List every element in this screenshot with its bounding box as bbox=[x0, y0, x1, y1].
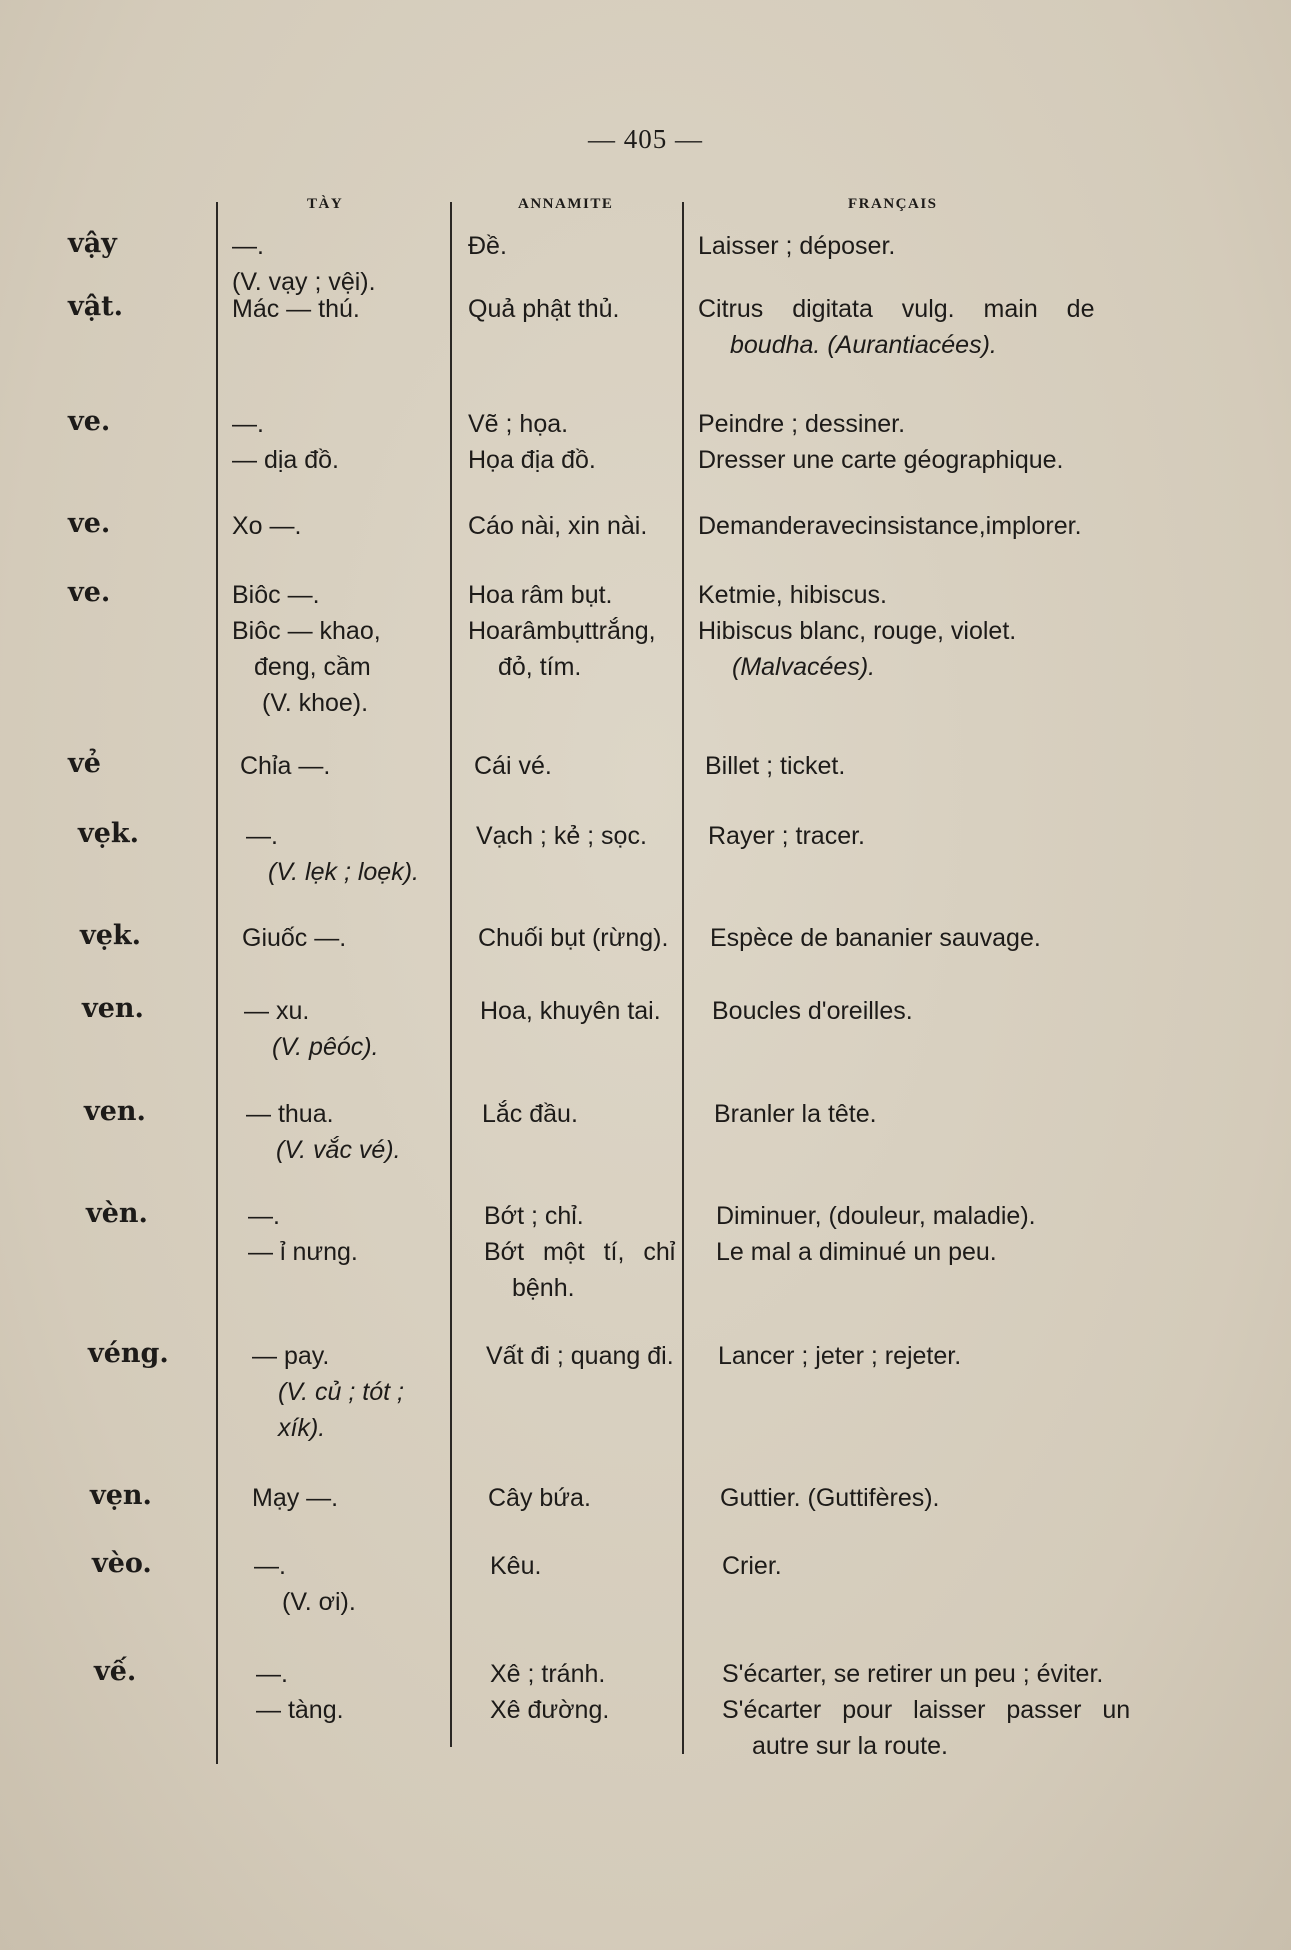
annamite-line: Vạch ; kẻ ; sọc. bbox=[476, 822, 647, 850]
entry-headword: ve. bbox=[68, 577, 111, 608]
tay-line: Mạy —. bbox=[252, 1484, 339, 1512]
annamite-line: Hoa, khuyên tai. bbox=[480, 997, 661, 1025]
annamite-line: Xê ; tránh. bbox=[490, 1660, 606, 1688]
tay-line: Giuốc —. bbox=[242, 924, 347, 952]
tay-line: — tàng. bbox=[256, 1696, 344, 1724]
page-number: — 405 — bbox=[588, 124, 703, 154]
annamite-column-text bbox=[474, 748, 552, 784]
annamite-column-text bbox=[468, 508, 647, 544]
tay-line: —. bbox=[232, 232, 264, 260]
tay-column-text bbox=[244, 993, 379, 1065]
francais-column-text bbox=[698, 291, 1094, 363]
annamite-line: bệnh. bbox=[512, 1274, 575, 1302]
entry-headword: vế. bbox=[94, 1656, 137, 1687]
tay-line: (V. vắc vé). bbox=[276, 1136, 401, 1164]
francais-line: Ketmie, hibiscus. bbox=[698, 581, 887, 609]
annamite-column-text bbox=[480, 993, 661, 1029]
francais-column-text bbox=[722, 1656, 1130, 1764]
francais-column-text bbox=[698, 508, 1082, 544]
tay-line: (V. vạy ; vệi). bbox=[232, 268, 376, 296]
tay-column-text bbox=[240, 748, 330, 784]
francais-line: Laisser ; déposer. bbox=[698, 232, 896, 260]
entry-headword: véng. bbox=[88, 1338, 169, 1369]
annamite-column-text bbox=[490, 1548, 541, 1584]
francais-line: Dresser une carte géographique. bbox=[698, 446, 1064, 474]
entry-headword: vèn. bbox=[86, 1198, 148, 1229]
francais-line: (Malvacées). bbox=[732, 653, 876, 681]
francais-column-text bbox=[698, 577, 1016, 685]
annamite-line: Quả phật thủ. bbox=[468, 295, 620, 323]
annamite-line: Cái vé. bbox=[474, 752, 552, 780]
tay-line: — thua. bbox=[246, 1100, 334, 1128]
annamite-line: Chuối bụt (rừng). bbox=[478, 924, 669, 952]
annamite-column-text bbox=[478, 920, 668, 956]
entry-headword: ve. bbox=[68, 406, 111, 437]
annamite-line: Vất đi ; quang đi. bbox=[486, 1342, 674, 1370]
entry-headword: vậy bbox=[68, 228, 117, 259]
tay-line: — pay. bbox=[252, 1342, 330, 1370]
entry-headword: vật. bbox=[68, 291, 124, 322]
francais-line: Espèce de bananier sauvage. bbox=[710, 924, 1041, 952]
tay-column-text bbox=[232, 508, 301, 544]
tay-column-text bbox=[252, 1480, 338, 1516]
francais-line: Hibiscus blanc, rouge, violet. bbox=[698, 617, 1017, 645]
annamite-line: đỏ, tím. bbox=[498, 653, 582, 681]
tay-line: (V. củ ; tót ; bbox=[278, 1378, 404, 1406]
annamite-column-text bbox=[468, 291, 620, 327]
tay-line: — dịa đồ. bbox=[232, 446, 340, 474]
francais-line: Citrus digitata vulg. main de bbox=[698, 295, 1095, 323]
tay-line: —. bbox=[246, 822, 278, 850]
tay-column-text bbox=[232, 291, 360, 327]
francais-column-text bbox=[710, 920, 1041, 956]
annamite-column-text bbox=[476, 818, 647, 854]
annamite-line: Họa địa đồ. bbox=[468, 446, 596, 474]
tay-line: đeng, cầm bbox=[254, 653, 371, 681]
tay-line: Chỉa —. bbox=[240, 752, 331, 780]
tay-line: (V. lẹk ; loẹk). bbox=[268, 858, 419, 886]
francais-column-text bbox=[714, 1096, 877, 1132]
tay-line: xík). bbox=[278, 1414, 326, 1442]
annamite-line: Hoarâmbụttrắng, bbox=[468, 617, 656, 645]
annamite-line: Kêu. bbox=[490, 1552, 542, 1580]
column-divider-right bbox=[682, 202, 684, 1754]
francais-column-text bbox=[698, 406, 1064, 478]
francais-line: Crier. bbox=[722, 1552, 782, 1580]
annamite-line: Bớt ; chỉ. bbox=[484, 1202, 584, 1230]
tay-line: Biôc —. bbox=[232, 581, 320, 609]
tay-line: Biôc — khao, bbox=[232, 617, 381, 645]
francais-column-text bbox=[718, 1338, 961, 1374]
entry-headword: vẹk. bbox=[80, 920, 141, 951]
francais-column-text bbox=[720, 1480, 940, 1516]
francais-line: Lancer ; jeter ; rejeter. bbox=[718, 1342, 962, 1370]
annamite-line: Lắc đầu. bbox=[482, 1100, 578, 1128]
entry-headword: vèo. bbox=[92, 1548, 152, 1579]
entry-headword: ven. bbox=[82, 993, 144, 1024]
entry-headword: vẹk. bbox=[78, 818, 139, 849]
tay-column-text bbox=[254, 1548, 356, 1620]
francais-column-text bbox=[712, 993, 913, 1029]
tay-line: —. bbox=[256, 1660, 288, 1688]
francais-line: Boucles d'oreilles. bbox=[712, 997, 913, 1025]
francais-line: Rayer ; tracer. bbox=[708, 822, 865, 850]
francais-line: Branler la tête. bbox=[714, 1100, 877, 1128]
francais-line: S'écarter pour laisser passer un bbox=[722, 1696, 1131, 1724]
tay-line: — ỉ nưng. bbox=[248, 1238, 358, 1266]
annamite-column-text bbox=[468, 406, 596, 478]
francais-line: Guttier. (Guttifères). bbox=[720, 1484, 940, 1512]
annamite-column-text bbox=[488, 1480, 591, 1516]
annamite-line: Vẽ ; họa. bbox=[468, 410, 569, 438]
column-header-annamite: ANNAMITE bbox=[518, 196, 614, 212]
tay-column-text bbox=[246, 1096, 401, 1168]
annamite-line: Bớt một tí, chỉ bbox=[484, 1238, 676, 1266]
annamite-line: Hoa râm bụt. bbox=[468, 581, 613, 609]
tay-line: —. bbox=[254, 1552, 286, 1580]
annamite-line: Đề. bbox=[468, 232, 507, 260]
annamite-column-text bbox=[468, 577, 656, 685]
annamite-column-text bbox=[482, 1096, 578, 1132]
entry-headword: ven. bbox=[84, 1096, 146, 1127]
column-header-tay: TÀY bbox=[307, 196, 344, 212]
tay-line: —. bbox=[232, 410, 264, 438]
tay-column-text bbox=[252, 1338, 404, 1446]
francais-column-text bbox=[705, 748, 845, 784]
francais-line: Demanderavecinsistance,implorer. bbox=[698, 512, 1082, 540]
francais-column-text bbox=[698, 228, 895, 264]
francais-line: S'écarter, se retirer un peu ; éviter. bbox=[722, 1660, 1104, 1688]
tay-column-text bbox=[232, 577, 381, 721]
annamite-column-text bbox=[486, 1338, 674, 1374]
tay-line: Xo —. bbox=[232, 512, 302, 540]
tay-column-text bbox=[232, 228, 376, 300]
francais-line: boudha. (Aurantiacées). bbox=[730, 331, 997, 359]
francais-line: Diminuer, (douleur, maladie). bbox=[716, 1202, 1036, 1230]
francais-line: Billet ; ticket. bbox=[705, 752, 846, 780]
annamite-column-text bbox=[490, 1656, 609, 1728]
column-header-francais: FRANÇAIS bbox=[848, 196, 938, 212]
francais-column-text bbox=[716, 1198, 1036, 1270]
tay-line: —. bbox=[248, 1202, 280, 1230]
tay-line: (V. pêóc). bbox=[272, 1033, 379, 1061]
francais-line: Peindre ; dessiner. bbox=[698, 410, 906, 438]
francais-column-text bbox=[708, 818, 865, 854]
entry-headword: vẹn. bbox=[90, 1480, 152, 1511]
tay-column-text bbox=[248, 1198, 358, 1270]
tay-line: Mác — thú. bbox=[232, 295, 360, 323]
annamite-column-text bbox=[468, 228, 507, 264]
francais-column-text bbox=[722, 1548, 782, 1584]
tay-column-text bbox=[242, 920, 346, 956]
column-divider-left bbox=[216, 202, 218, 1764]
francais-line: Le mal a diminué un peu. bbox=[716, 1238, 997, 1266]
tay-line: (V. ơi). bbox=[282, 1588, 356, 1616]
annamite-line: Cáo nài, xin nài. bbox=[468, 512, 648, 540]
tay-line: (V. khoe). bbox=[262, 689, 369, 717]
annamite-column-text bbox=[484, 1198, 675, 1306]
column-divider-middle bbox=[450, 202, 452, 1747]
tay-column-text bbox=[256, 1656, 344, 1728]
tay-column-text bbox=[246, 818, 419, 890]
entry-headword: ve. bbox=[68, 508, 111, 539]
tay-column-text bbox=[232, 406, 339, 478]
annamite-line: Xê đường. bbox=[490, 1696, 610, 1724]
entry-headword: vẻ bbox=[68, 748, 101, 779]
tay-line: — xu. bbox=[244, 997, 310, 1025]
francais-line: autre sur la route. bbox=[752, 1732, 948, 1760]
annamite-line: Cây bứa. bbox=[488, 1484, 591, 1512]
